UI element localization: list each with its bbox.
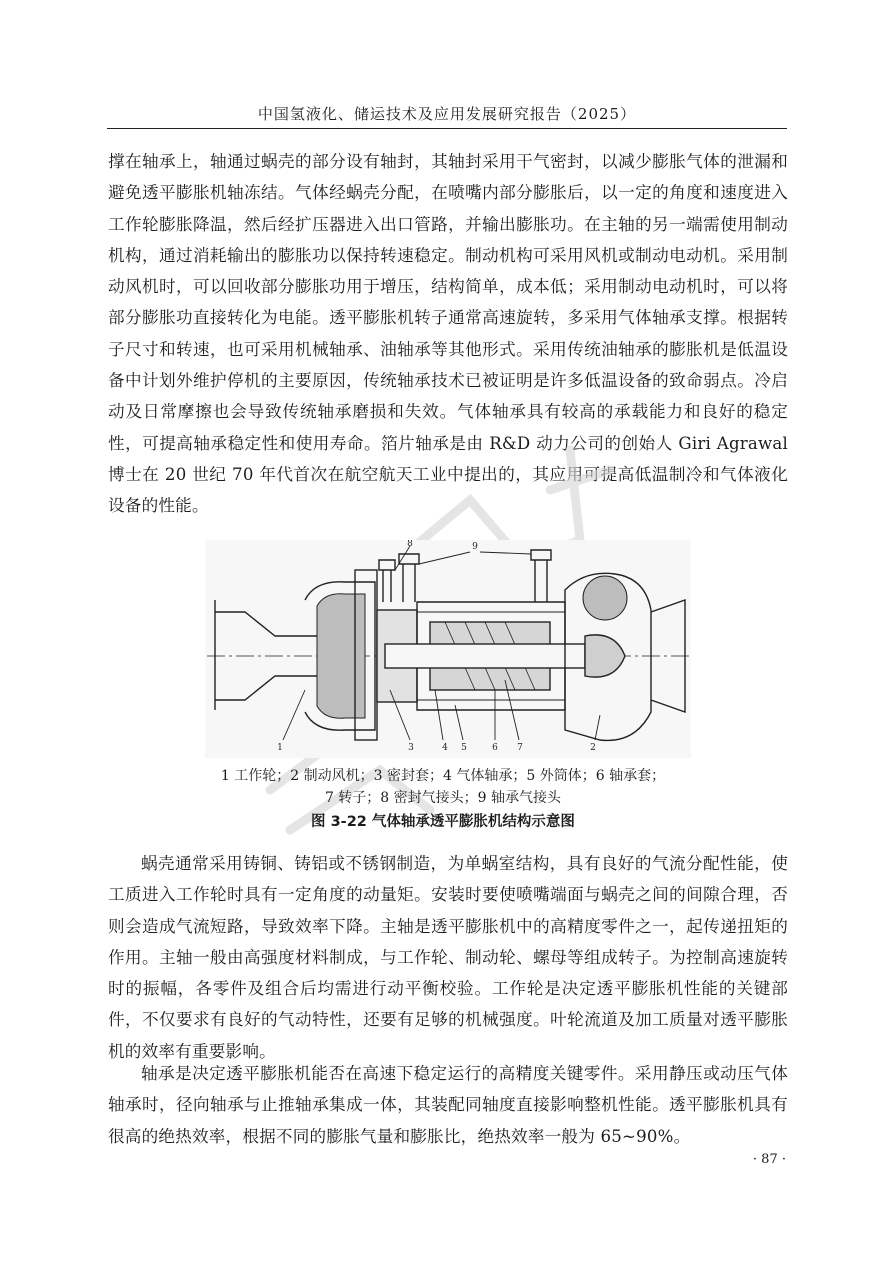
page-number: · 87 · [752,1152,786,1167]
callout-2: 2 [590,743,596,753]
figure-legend-line-2: 7 转子；8 密封气接头；9 轴承气接头 [324,790,562,806]
running-header: 中国氢液化、储运技术及应用发展研究报告（2025） [257,105,637,123]
body-paragraph-1: 撑在轴承上，轴通过蜗壳的部分设有轴封，其轴封采用干气密封，以减少膨胀气体的泄漏和避免透平膨胀机轴冻结。气体经蜗壳分配，在喷嘴内部分膨胀后，以一定的角度和速度进入工作轮膨胀降温，然后经扩压器进入出口管路，并输出膨胀功。在主轴的另一端需使用制动机构，通过消耗输出的膨胀功以保持转速稳定。制动机构可采用风机或制动电动机。采用制动风机时，可以回收部分膨胀功用于增压，结构简单，成本低；采用制动电动机时，可以将部分膨胀功直接转化为电能。透平膨胀机转子通常高速旋转，多采用气体轴承支撑。根据转子尺寸和转速，也可采用机械轴承、油轴承等其他形式。采用传统油轴承的膨胀机是低温设备中计划外维护停机的主要原因，传统轴承技术已被证明是许多低温设备的致命弱点。冷启动及日常摩擦也会导致传统轴承磨损和失效。气体轴承具有较高的承载能力和良好的稳定性，可提高轴承稳定性和使用寿命。箔片轴承是由 R&D 动力公司的创始人 Giri Agrawal 博士在 20 世纪 70 年代首次在航空航天工业中提出的，其应用可提高低温制冷和气体液化设备的性能。 [108,152,788,516]
callout-6: 6 [492,743,498,753]
figure-legend-line-1: 1 工作轮；2 制动风机；3 密封套；4 气体轴承；5 外筒体；6 轴承套； [220,768,666,784]
callout-9: 9 [472,542,478,552]
callout-7: 7 [517,743,523,753]
header-rule [107,128,787,129]
callout-4: 4 [442,743,448,753]
callout-8: 8 [407,540,413,549]
figure-caption: 图 3-22 气体轴承透平膨胀机结构示意图 [311,814,575,830]
callout-3: 3 [408,743,414,753]
rotor [385,644,585,668]
body-paragraph-2: 蜗壳通常采用铸铜、铸铝或不锈钢制造，为单蜗室结构，具有良好的气流分配性能，使工质进入工作轮时具有一定角度的动量矩。安装时要使喷嘴端面与蜗壳之间的间隙合理，否则会造成气流短路，导致效率下降。主轴是透平膨胀机中的高精度零件之一，起传递扭矩的作用。主轴一般由高强度材料制成，与工作轮、制动轮、螺母等组成转子。为控制高速旋转时的振幅，各零件及组合后均需进行动平衡校验。工作轮是决定透平膨胀机性能的关键部件，不仅要求有良好的气动特性，还要有足够的机械强度。叶轮流道及加工质量对透平膨胀机的效率有重要影响。 [108,854,788,1061]
callout-1: 1 [277,743,283,753]
expander-structure-diagram [205,540,691,758]
callout-5: 5 [461,743,467,753]
body-paragraph-3: 轴承是决定透平膨胀机能否在高速下稳定运行的高精度关键零件。采用静压或动压气体轴承时，径向轴承与止推轴承集成一体，其装配同轴度直接影响整机性能。透平膨胀机具有很高的绝热效率，根据不同的膨胀气量和膨胀比，绝热效率一般为 65~90%。 [108,1064,788,1146]
